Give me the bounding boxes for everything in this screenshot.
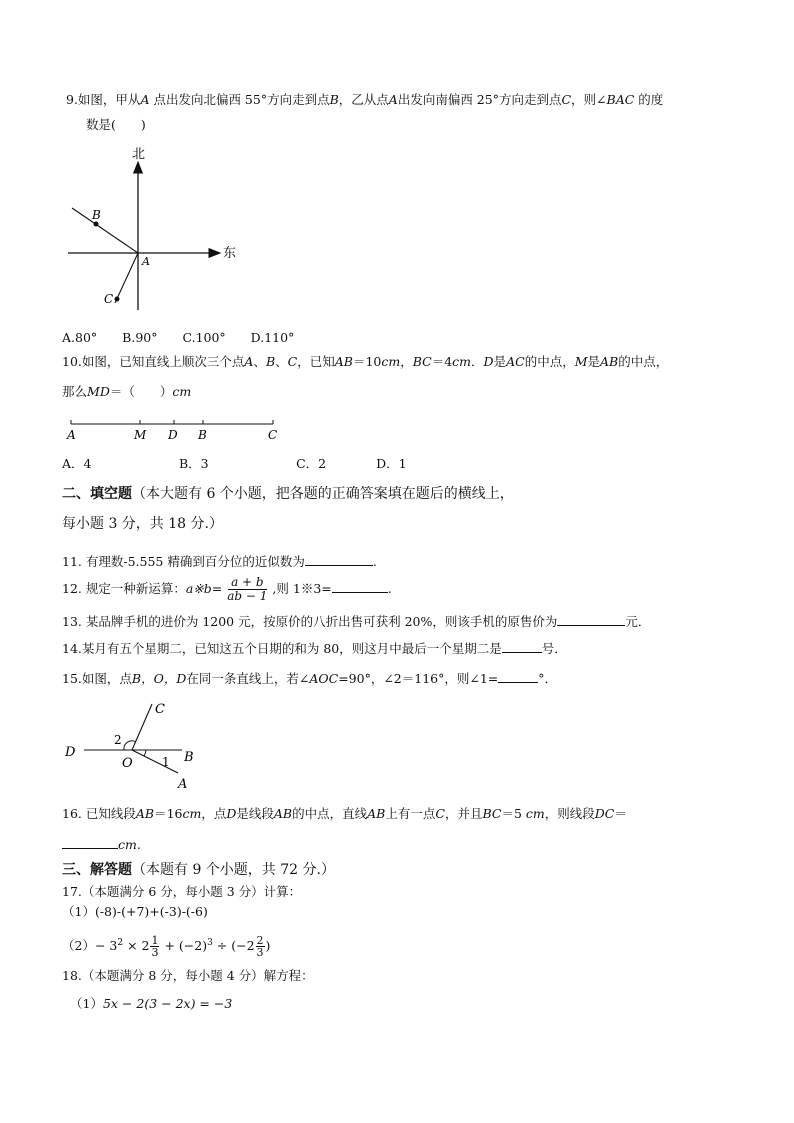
- angle-1-arc: [144, 750, 146, 756]
- q11-text: .: [372, 554, 377, 569]
- q10-text: 10.如图，已知直线上顺次三个点: [62, 354, 245, 369]
- q10-text: 的中点，: [524, 354, 575, 369]
- q18-head: 18.（本题满分 8 分，每小题 4 分）解方程：: [62, 968, 314, 983]
- fraction-numerator: 1: [151, 934, 159, 948]
- q10-text: ＝4: [431, 354, 453, 369]
- equation: 5x − 2(3 − 2x) = −3: [102, 996, 233, 1011]
- segment-label: AB: [334, 354, 353, 369]
- ray-AC: [115, 253, 138, 303]
- q10-text: 、: [253, 354, 266, 369]
- expr: − 3: [94, 938, 118, 954]
- point-label: A: [244, 354, 254, 369]
- q14-text: 号．: [541, 641, 567, 656]
- angle-label: AOC: [309, 671, 339, 686]
- q16-text: ，并且: [444, 806, 483, 821]
- section-desc: （本大题有 6 个小题，把各题的正确答案填在题后的横线上，: [132, 486, 514, 502]
- section-desc: （本题有 9 个小题，共 72 分.）: [132, 862, 335, 878]
- point-C-dot: [115, 297, 120, 302]
- part-label: （2）: [62, 938, 95, 954]
- q16-text: ＝: [614, 806, 627, 821]
- fraction-denominator: 3: [151, 946, 159, 960]
- expr: ): [265, 938, 271, 954]
- q15-text: 15.如图，点: [62, 671, 132, 686]
- mixed-fraction: [256, 935, 265, 958]
- section3-heading: [62, 862, 335, 878]
- point-label: C: [287, 354, 298, 369]
- q9-text: ，则∠: [571, 92, 607, 107]
- unit-label: cm: [172, 384, 192, 399]
- unit-label: cm: [182, 806, 202, 821]
- q10-text: ，已知: [297, 354, 335, 369]
- section2-desc-line2: 每小题 3 分，共 18 分.）: [62, 516, 223, 532]
- segment-label: DC: [594, 806, 615, 821]
- q14-line: [62, 640, 567, 657]
- q10-stem-line1: [62, 354, 668, 370]
- q10-text: 那么: [62, 384, 88, 399]
- fig-label-B: B: [92, 208, 101, 222]
- ray-OA: [132, 750, 178, 773]
- segment-label: AB: [273, 806, 293, 821]
- q18-part1: [70, 996, 232, 1012]
- q9-text: 出发向南偏西 25°方向走到点: [397, 92, 562, 107]
- fig-label-C: C: [104, 292, 114, 306]
- q10-text: ＝（ ）: [109, 384, 173, 399]
- point-label: B: [265, 354, 276, 369]
- exponent: 3: [207, 938, 213, 948]
- ray-AB: [72, 208, 138, 253]
- fig-label-1: 1: [162, 755, 170, 769]
- q12-text: 12. 规定一种新运算：: [62, 581, 186, 596]
- q14-text: 14.某月有五个星期二，已知这五个日期的和为 80，则这月中最后一个星期二是: [62, 641, 502, 656]
- q16-text: ＝16: [154, 806, 183, 821]
- fig-label-D: D: [65, 745, 76, 760]
- q10-text: ，: [400, 354, 413, 369]
- point-labels: B，O，D: [131, 671, 187, 686]
- fig-label-D: D: [168, 428, 178, 442]
- fig-label-B: B: [198, 428, 207, 442]
- q16-text: 的中点，直线: [292, 806, 368, 821]
- answer-blank[interactable]: [502, 640, 542, 653]
- q12-fraction: [224, 576, 270, 603]
- section-title: 三、解答题: [62, 862, 132, 878]
- fraction-numerator: 2: [256, 934, 264, 948]
- exponent: 2: [117, 938, 124, 948]
- segment-label: BC: [482, 806, 502, 821]
- q10-stem-line2: [62, 384, 191, 400]
- angle-label: BAC: [606, 92, 635, 107]
- point-label: C: [561, 92, 572, 107]
- q9-direction-figure: [60, 140, 250, 315]
- q16-text: 16. 已知线段: [62, 806, 136, 821]
- fig-label-C: C: [155, 702, 165, 717]
- fig-label-A: A: [178, 777, 188, 792]
- fraction-numerator: a + b: [228, 576, 267, 590]
- q10-segment-figure: [62, 412, 292, 444]
- q17-part2: [62, 928, 270, 961]
- point-label: C: [435, 806, 445, 821]
- q9-text: 9.如图，甲从: [66, 92, 141, 107]
- q9-stem-line2: 数是( ): [86, 117, 146, 132]
- expr: ÷ (−2: [212, 938, 255, 954]
- answer-blank[interactable]: [305, 553, 373, 566]
- answer-blank[interactable]: [498, 670, 538, 683]
- q15-text: 在同一条直线上，若∠: [186, 671, 310, 686]
- answer-blank[interactable]: [62, 836, 118, 849]
- unit-label: cm.: [118, 837, 141, 852]
- section2-heading: [62, 486, 514, 502]
- fig-label-A: A: [67, 428, 76, 442]
- q16-text: ＝5: [501, 806, 522, 821]
- section-title: 二、填空题: [62, 486, 132, 502]
- segment-label: BC: [412, 354, 432, 369]
- segment-label: AB: [600, 354, 619, 369]
- q12-expr: a※b=: [185, 581, 223, 596]
- q11-line: [62, 553, 377, 570]
- point-label: B: [329, 92, 339, 107]
- q9-stem-line1: [66, 92, 663, 108]
- q10-options: A．4 B．3 C．2 D．1: [62, 456, 407, 471]
- q15-angle-figure: [62, 696, 212, 794]
- segment-label: AB: [367, 806, 386, 821]
- unit-label: cm: [521, 806, 545, 821]
- point-label: D: [483, 354, 494, 369]
- point-label: D: [226, 806, 237, 821]
- q15-line: [62, 670, 557, 687]
- q11-text: 11. 有理数-5.555 精确到百分位的近似数为: [62, 554, 305, 569]
- point-label: A: [140, 92, 150, 107]
- point-label: A: [388, 92, 398, 107]
- q10-text: 是: [493, 354, 507, 369]
- unit-label: cm: [381, 354, 401, 369]
- segment-label: AC: [506, 354, 525, 369]
- mixed-fraction: [150, 935, 159, 958]
- q15-text: =90°，∠2＝116°，则∠1=: [338, 671, 499, 686]
- q10-text: 是: [587, 354, 601, 369]
- fraction-denominator: 3: [256, 946, 264, 960]
- q12-line: [62, 574, 392, 604]
- fig-label-2: 2: [114, 733, 122, 747]
- east-label: 东: [223, 246, 237, 261]
- fig-label-O: O: [122, 756, 133, 771]
- q16-text: 是线段: [236, 806, 274, 821]
- fig-label-A: A: [142, 255, 150, 268]
- q16-text: ，则线段: [544, 806, 595, 821]
- segment-label: MD: [87, 384, 110, 399]
- q17-part1: （1）(-8)-(+7)+(-3)-(-6): [62, 904, 208, 919]
- q12-text: ,则 1※3=: [272, 581, 332, 596]
- q9-options: A.80° B.90° C.100° D.110°: [62, 330, 295, 345]
- q10-text: 、: [275, 354, 288, 369]
- north-label: 北: [132, 147, 146, 162]
- answer-blank[interactable]: [557, 613, 625, 626]
- q9-text: 点出发向北偏西 55°方向走到点: [149, 92, 330, 107]
- fig-label-M: M: [134, 428, 147, 442]
- q16-line2: [62, 836, 141, 853]
- q16-text: 上有一点: [385, 806, 436, 821]
- answer-blank[interactable]: [332, 580, 388, 593]
- unit-label: cm: [452, 354, 472, 369]
- q16-text: ，点: [201, 806, 227, 821]
- ray-OC: [132, 704, 152, 750]
- fraction-denominator: ab − 1: [227, 589, 268, 603]
- part-label: （1）: [70, 996, 103, 1011]
- q12-text: .: [387, 581, 392, 596]
- point-label: M: [574, 354, 588, 369]
- expr: × 2: [123, 938, 150, 954]
- q17-head: 17.（本题满分 6 分，每小题 3 分）计算：: [62, 884, 302, 899]
- q13-text: 元．: [625, 614, 651, 629]
- q10-text: 的中点，: [618, 354, 669, 369]
- segment-label: AB: [135, 806, 155, 821]
- q13-text: 13. 某品牌手机的进价为 1200 元，按原价的八折出售可获利 20%，则该手机的原售价为: [62, 614, 558, 629]
- expr: + (−2): [160, 938, 208, 954]
- fig-label-B: B: [184, 750, 194, 765]
- q10-text: ＝10: [352, 354, 382, 369]
- q16-line1: [62, 806, 627, 822]
- q9-text: ，乙从点: [338, 92, 389, 107]
- q9-text: 的度: [634, 92, 664, 107]
- fig-label-C: C: [268, 428, 278, 442]
- q10-text: ．: [471, 354, 484, 369]
- q15-text: °．: [538, 671, 558, 686]
- point-B-dot: [94, 222, 99, 227]
- q13-line: [62, 613, 650, 630]
